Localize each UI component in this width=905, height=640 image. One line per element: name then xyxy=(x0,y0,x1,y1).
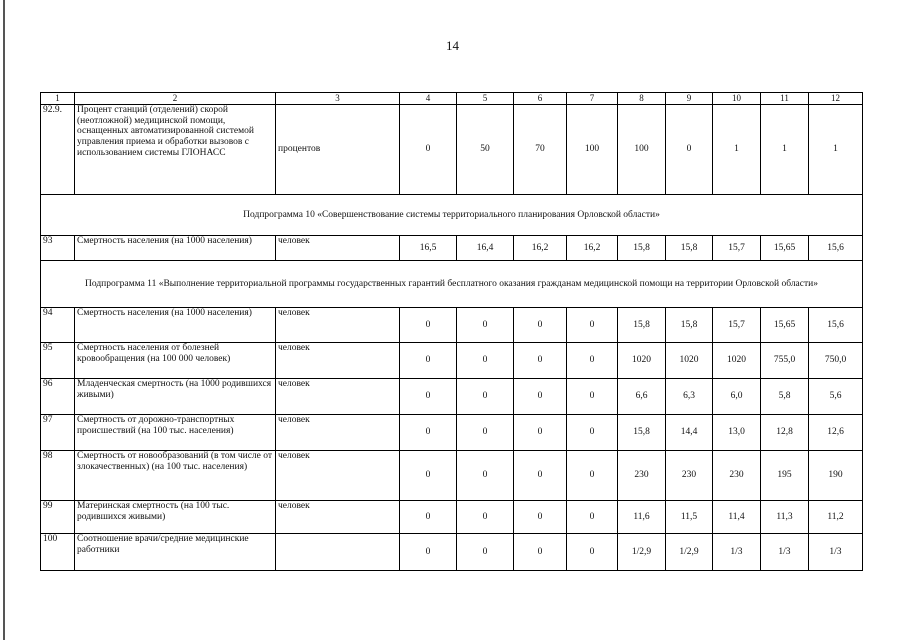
value-cell: 1/3 xyxy=(809,534,863,571)
value-cell: 16,4 xyxy=(457,236,514,261)
page-number: 14 xyxy=(446,38,459,53)
value-cell: 0 xyxy=(457,415,514,451)
column-number: 3 xyxy=(276,93,400,105)
table-row xyxy=(41,451,863,501)
value-cell: 0 xyxy=(514,379,567,415)
table-row xyxy=(41,501,863,534)
indicator-name: Процент станций (отделений) скорой (неотложной) медицинской помощи, оснащенных автоматизированной системой управления приема и обработки вызовов с использованием системы ГЛОНАСС xyxy=(75,105,276,195)
value-cell: 195 xyxy=(761,451,809,501)
value-cell: 6,6 xyxy=(618,379,666,415)
unit-cell: процентов xyxy=(276,105,400,195)
value-cell: 15,7 xyxy=(713,236,761,261)
value-cell: 0 xyxy=(400,501,457,534)
row-index: 98 xyxy=(41,451,75,501)
value-cell: 15,6 xyxy=(809,308,863,343)
indicator-name: Смертность от дорожно-транспортных происшествий (на 100 тыс. населения) xyxy=(75,415,276,451)
subprogram-title: Подпрограмма 11 «Выполнение территориальной программы государственных гарантий бесплатного оказания гражданам медицинской помощи на территории Орловской области» xyxy=(41,261,863,308)
value-cell: 100 xyxy=(618,105,666,195)
value-cell: 70 xyxy=(514,105,567,195)
value-cell: 0 xyxy=(457,343,514,379)
value-cell: 1020 xyxy=(618,343,666,379)
unit-cell: человек xyxy=(276,343,400,379)
value-cell: 0 xyxy=(514,501,567,534)
column-number-row xyxy=(41,93,863,105)
column-number: 11 xyxy=(761,93,809,105)
value-cell: 0 xyxy=(457,451,514,501)
row-index: 96 xyxy=(41,379,75,415)
value-cell: 100 xyxy=(567,105,618,195)
value-cell: 12,8 xyxy=(761,415,809,451)
value-cell: 13,0 xyxy=(713,415,761,451)
value-cell: 0 xyxy=(567,534,618,571)
value-cell: 11,5 xyxy=(666,501,713,534)
value-cell: 230 xyxy=(666,451,713,501)
table-row xyxy=(41,308,863,343)
value-cell: 1020 xyxy=(666,343,713,379)
value-cell: 5,6 xyxy=(809,379,863,415)
value-cell: 50 xyxy=(457,105,514,195)
value-cell: 0 xyxy=(457,379,514,415)
value-cell: 0 xyxy=(400,451,457,501)
table-row xyxy=(41,379,863,415)
value-cell: 1/3 xyxy=(713,534,761,571)
value-cell: 0 xyxy=(514,308,567,343)
unit-cell: человек xyxy=(276,308,400,343)
indicator-name: Младенческая смертность (на 1000 родившихся живыми) xyxy=(75,379,276,415)
subprogram-row xyxy=(41,261,863,308)
value-cell: 16,5 xyxy=(400,236,457,261)
value-cell: 1 xyxy=(809,105,863,195)
unit-cell xyxy=(276,534,400,571)
value-cell: 750,0 xyxy=(809,343,863,379)
value-cell: 0 xyxy=(567,308,618,343)
value-cell: 15,65 xyxy=(761,308,809,343)
value-cell: 15,8 xyxy=(666,308,713,343)
value-cell: 1 xyxy=(713,105,761,195)
value-cell: 16,2 xyxy=(567,236,618,261)
value-cell: 0 xyxy=(400,415,457,451)
value-cell: 1020 xyxy=(713,343,761,379)
value-cell: 1/2,9 xyxy=(618,534,666,571)
row-index: 100 xyxy=(41,534,75,571)
column-number: 8 xyxy=(618,93,666,105)
indicator-name: Смертность от новообразований (в том числе от злокачественных) (на 100 тыс. населения) xyxy=(75,451,276,501)
value-cell: 15,8 xyxy=(666,236,713,261)
row-index: 95 xyxy=(41,343,75,379)
value-cell: 1/2,9 xyxy=(666,534,713,571)
indicator-name: Соотношение врачи/средние медицинские работники xyxy=(75,534,276,571)
value-cell: 190 xyxy=(809,451,863,501)
indicator-name: Смертность населения от болезней кровообращения (на 100 000 человек) xyxy=(75,343,276,379)
value-cell: 0 xyxy=(400,343,457,379)
page-edge-rule xyxy=(3,0,5,640)
value-cell: 0 xyxy=(567,451,618,501)
value-cell: 15,7 xyxy=(713,308,761,343)
value-cell: 0 xyxy=(666,105,713,195)
row-index: 93 xyxy=(41,236,75,261)
subprogram-row xyxy=(41,195,863,236)
unit-cell: человек xyxy=(276,501,400,534)
table-row xyxy=(41,343,863,379)
indicator-name: Смертность населения (на 1000 населения) xyxy=(75,236,276,261)
value-cell: 6,0 xyxy=(713,379,761,415)
row-index: 99 xyxy=(41,501,75,534)
value-cell: 0 xyxy=(457,534,514,571)
indicator-name: Смертность населения (на 1000 населения) xyxy=(75,308,276,343)
value-cell: 0 xyxy=(567,343,618,379)
column-number: 4 xyxy=(400,93,457,105)
table-row xyxy=(41,105,863,195)
value-cell: 0 xyxy=(567,415,618,451)
value-cell: 0 xyxy=(400,379,457,415)
column-number: 2 xyxy=(75,93,276,105)
value-cell: 230 xyxy=(618,451,666,501)
value-cell: 0 xyxy=(457,501,514,534)
value-cell: 1 xyxy=(761,105,809,195)
row-index: 97 xyxy=(41,415,75,451)
value-cell: 15,6 xyxy=(809,236,863,261)
value-cell: 15,8 xyxy=(618,415,666,451)
column-number: 1 xyxy=(41,93,75,105)
column-number: 12 xyxy=(809,93,863,105)
value-cell: 0 xyxy=(400,105,457,195)
value-cell: 14,4 xyxy=(666,415,713,451)
column-number: 7 xyxy=(567,93,618,105)
value-cell: 15,65 xyxy=(761,236,809,261)
unit-cell: человек xyxy=(276,236,400,261)
value-cell: 0 xyxy=(567,501,618,534)
value-cell: 5,8 xyxy=(761,379,809,415)
table-row xyxy=(41,236,863,261)
row-index: 94 xyxy=(41,308,75,343)
value-cell: 12,6 xyxy=(809,415,863,451)
value-cell: 15,8 xyxy=(618,236,666,261)
value-cell: 0 xyxy=(514,534,567,571)
value-cell: 11,6 xyxy=(618,501,666,534)
column-number: 9 xyxy=(666,93,713,105)
column-number: 5 xyxy=(457,93,514,105)
value-cell: 0 xyxy=(567,379,618,415)
unit-cell: человек xyxy=(276,415,400,451)
value-cell: 11,2 xyxy=(809,501,863,534)
value-cell: 6,3 xyxy=(666,379,713,415)
value-cell: 0 xyxy=(400,534,457,571)
unit-cell: человек xyxy=(276,451,400,501)
value-cell: 16,2 xyxy=(514,236,567,261)
value-cell: 0 xyxy=(514,343,567,379)
value-cell: 755,0 xyxy=(761,343,809,379)
value-cell: 0 xyxy=(514,451,567,501)
value-cell: 0 xyxy=(400,308,457,343)
value-cell: 0 xyxy=(514,415,567,451)
column-number: 6 xyxy=(514,93,567,105)
indicator-name: Материнская смертность (на 100 тыс. родившихся живыми) xyxy=(75,501,276,534)
value-cell: 15,8 xyxy=(618,308,666,343)
value-cell: 230 xyxy=(713,451,761,501)
value-cell: 0 xyxy=(457,308,514,343)
row-index: 92.9. xyxy=(41,105,75,195)
value-cell: 11,4 xyxy=(713,501,761,534)
table-row xyxy=(41,534,863,571)
unit-cell: человек xyxy=(276,379,400,415)
value-cell: 11,3 xyxy=(761,501,809,534)
column-number: 10 xyxy=(713,93,761,105)
value-cell: 1/3 xyxy=(761,534,809,571)
subprogram-title: Подпрограмма 10 «Совершенствование системы территориального планирования Орловской области» xyxy=(41,195,863,236)
indicators-table xyxy=(40,92,863,571)
table-row xyxy=(41,415,863,451)
